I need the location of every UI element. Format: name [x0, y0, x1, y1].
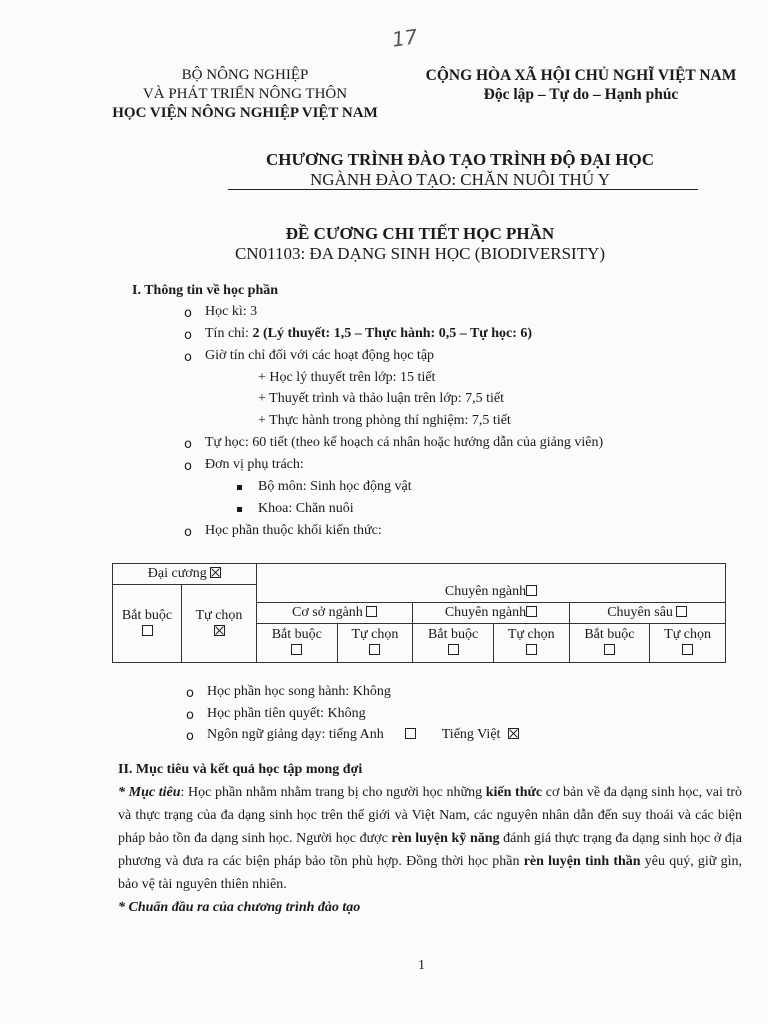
unchecked-box-icon	[366, 606, 377, 617]
major-cell: Chuyên ngành	[413, 603, 569, 624]
outcomes-label: * Chuẩn đầu ra của chương trình đào tạo	[118, 900, 361, 915]
advanced-cell: Chuyên sâu	[569, 603, 725, 624]
unchecked-box-icon	[676, 606, 687, 617]
prerequisite-item: Học phần tiên quyết: Không	[207, 706, 366, 721]
national-header	[410, 66, 752, 104]
checked-box-icon	[508, 728, 519, 739]
circle-bullet-icon: o	[186, 729, 194, 744]
circle-bullet-icon: o	[184, 328, 192, 343]
major-elective-cell: Tự chọn	[493, 624, 569, 663]
unchecked-box-icon	[604, 644, 615, 655]
basic-required-cell: Bắt buộc	[257, 624, 338, 663]
program-line-1: CHƯƠNG TRÌNH ĐÀO TẠO TRÌNH ĐỘ ĐẠI HỌC	[265, 150, 655, 169]
hours-item-theory: + Học lý thuyết trên lớp: 15 tiết	[258, 370, 436, 385]
concurrent-item: Học phần học song hành: Không	[207, 684, 391, 699]
credits-value: 2 (Lý thuyết: 1,5 – Thực hành: 0,5 – Tự học: 6)	[252, 326, 533, 341]
language-label: Ngôn ngữ giảng dạy: tiếng Anh	[207, 727, 384, 742]
basic-elective-cell: Tự chọn	[337, 624, 413, 663]
basic-cell: Cơ sở ngành	[257, 603, 413, 624]
program-heading	[210, 150, 710, 190]
academy-name: HỌC VIỆN NÔNG NGHIỆP VIỆT NAM	[112, 105, 378, 121]
section-2-heading: II. Mục tiêu và kết quả học tập mong đợi	[118, 762, 363, 777]
ministry-header	[80, 66, 410, 123]
checked-box-icon	[210, 567, 221, 578]
circle-bullet-icon: o	[184, 437, 192, 452]
national-title: CỘNG HÒA XÃ HỘI CHỦ NGHĨ VIỆT NAM	[425, 67, 737, 84]
unchecked-box-icon	[526, 606, 537, 617]
unit-faculty: Khoa: Chăn nuôi	[258, 501, 354, 516]
divider-line	[228, 189, 698, 190]
objective-paragraph: * Mục tiêu: Học phần nhằm nhằm trang bị cho người học những kiến thức cơ bản về đa dạng sinh học, vai trò và thực trạng của đa dạng sinh học trên thế giới và Việt Nam, các nguyên nhân dẫn đến suy thoái và các biện pháp bảo tồn đa dạng sinh học. Người học được rèn luyện kỹ năng đánh giá thực trạng đa dạng sinh học ở địa phương và đưa ra các biện pháp bảo tồn phù hợp. Đồng thời học phần rèn luyện tinh thần yêu quý, giữ gìn, bảo vệ tài nguyên thiên nhiên. * Chuẩn đầu ra của chương trình đào tạo	[118, 785, 743, 915]
checked-box-icon	[214, 625, 225, 636]
handwritten-page-note: 17	[390, 24, 419, 52]
ministry-line-2: VÀ PHÁT TRIỂN NÔNG THÔN	[142, 86, 348, 102]
circle-bullet-icon: o	[186, 686, 194, 701]
unchecked-box-icon	[142, 625, 153, 636]
semester-item: Học kì: 3	[205, 304, 258, 319]
knowledge-heading: Học phần thuộc khối kiến thức:	[205, 523, 382, 538]
language-vn-label: Tiếng Việt	[441, 727, 501, 742]
unchecked-box-icon	[369, 644, 380, 655]
ministry-line-1: BỘ NÔNG NGHIỆP	[181, 67, 309, 83]
unchecked-box-icon	[405, 728, 416, 739]
credits-label: Tín chỉ:	[205, 326, 253, 341]
knowledge-table	[112, 563, 726, 663]
circle-bullet-icon: o	[184, 306, 192, 321]
unchecked-box-icon	[682, 644, 693, 655]
advanced-required-cell: Bắt buộc	[569, 624, 650, 663]
general-required-cell: Bắt buộc	[113, 585, 182, 663]
unchecked-box-icon	[526, 644, 537, 655]
unchecked-box-icon	[526, 585, 537, 596]
language-item	[207, 726, 519, 744]
major-required-cell: Bắt buộc	[413, 624, 494, 663]
course-title: ĐỀ CƯƠNG CHI TIẾT HỌC PHẦN	[285, 224, 555, 243]
unit-department: Bộ môn: Sinh học động vật	[258, 479, 412, 494]
square-bullet-icon	[237, 485, 242, 490]
general-elective-cell: Tự chọn	[182, 585, 257, 663]
course-heading	[120, 224, 720, 264]
general-cell: Đại cương	[113, 564, 257, 585]
self-study-item: Tự học: 60 tiết (theo kế hoạch cá nhân hoặc hướng dẫn của giảng viên)	[205, 435, 604, 450]
program-line-2: NGÀNH ĐÀO TẠO: CHĂN NUÔI THÚ Y	[309, 170, 610, 189]
hours-heading: Giờ tín chỉ đối với các hoạt động học tập	[205, 348, 435, 363]
circle-bullet-icon: o	[186, 708, 194, 723]
hours-item-lab: + Thực hành trong phòng thí nghiệm: 7,5 tiết	[258, 413, 511, 428]
circle-bullet-icon: o	[184, 350, 192, 365]
objective-label: * Mục tiêu	[118, 785, 181, 800]
credits-item	[205, 325, 532, 343]
circle-bullet-icon: o	[184, 459, 192, 474]
course-code-name: CN01103: ĐA DẠNG SINH HỌC (BIODIVERSITY)	[234, 244, 606, 263]
unchecked-box-icon	[448, 644, 459, 655]
specialized-cell: Chuyên ngành	[257, 564, 726, 603]
circle-bullet-icon: o	[184, 525, 192, 540]
hours-item-discussion: + Thuyết trình và thảo luận trên lớp: 7,5 tiết	[258, 391, 504, 406]
unit-heading: Đơn vị phụ trách:	[205, 457, 304, 472]
unchecked-box-icon	[291, 644, 302, 655]
national-motto: Độc lập – Tự do – Hạnh phúc	[483, 86, 679, 103]
square-bullet-icon	[237, 507, 242, 512]
page-number: 1	[418, 958, 425, 973]
advanced-elective-cell: Tự chọn	[650, 624, 726, 663]
section-1-heading: I. Thông tin về học phần	[132, 283, 279, 298]
